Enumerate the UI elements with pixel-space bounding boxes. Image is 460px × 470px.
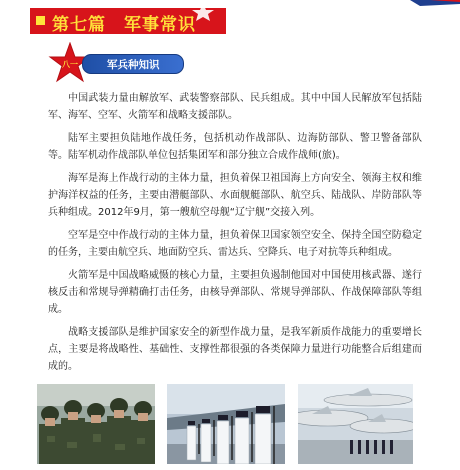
paragraph-strategic-support: 战略支援部队是维护国家安全的新型作战力量，是我军新质作战能力的重要增长点，主要是将战略性、基础性、支撑性都很强的各类保障力量进行功能整合后组建而成的。 (48, 327, 422, 372)
chapter-header-banner (30, 8, 226, 34)
paragraph-air-force: 空军是空中作战行动的主体力量，担负着保卫国家领空安全、保持全国空防稳定的任务，主要由航空兵、地面防空兵、雷达兵、空降兵、电子对抗等兵种组成。 (48, 230, 422, 258)
header-bullet-icon (36, 16, 45, 25)
paragraph-rocket-force: 火箭军是中国战略威慑的核心力量，主要担负遏制他国对中国使用核武器、遂行核反击和常规导弹精确打击任务，由核导弹部队、常规导弹部队、作战保障部队等组成。 (48, 270, 422, 315)
section-title: 军兵种知识 (107, 59, 160, 71)
navy-sailors-photo (167, 384, 285, 464)
paragraph-army: 陆军主要担负陆地作战任务，包括机动作战部队、边海防部队、警卫警备部队等。陆军机动作战部队单位包括集团军和部分独立合成作战师(旅)。 (48, 133, 422, 161)
paragraph-armed-forces: 中国武装力量由解放军、武装警察部队、民兵组成。其中中国人民解放军包括陆军、海军、空军、火箭军和战略支援部队。 (48, 93, 422, 121)
emblem-text: 八一 (62, 60, 78, 69)
airforce-aircraft-photo (298, 384, 413, 464)
chapter-title: 第七篇 军事常识 (52, 15, 196, 35)
army-soldiers-photo (37, 384, 155, 464)
section-heading-pill (82, 54, 184, 74)
header-star-decoration-icon (184, 2, 222, 22)
corner-accent (400, 0, 460, 6)
photo-strip (37, 384, 413, 464)
article-body (48, 90, 422, 381)
paragraph-navy: 海军是海上作战行动的主体力量，担负着保卫祖国海上方向安全、领海主权和维护海洋权益的任务，主要由潜艇部队、水面舰艇部队、航空兵、陆战队、岸防部队等兵种组成。2012年9月，第一艘航空母舰“辽宁舰”交接入列。 (48, 173, 422, 218)
